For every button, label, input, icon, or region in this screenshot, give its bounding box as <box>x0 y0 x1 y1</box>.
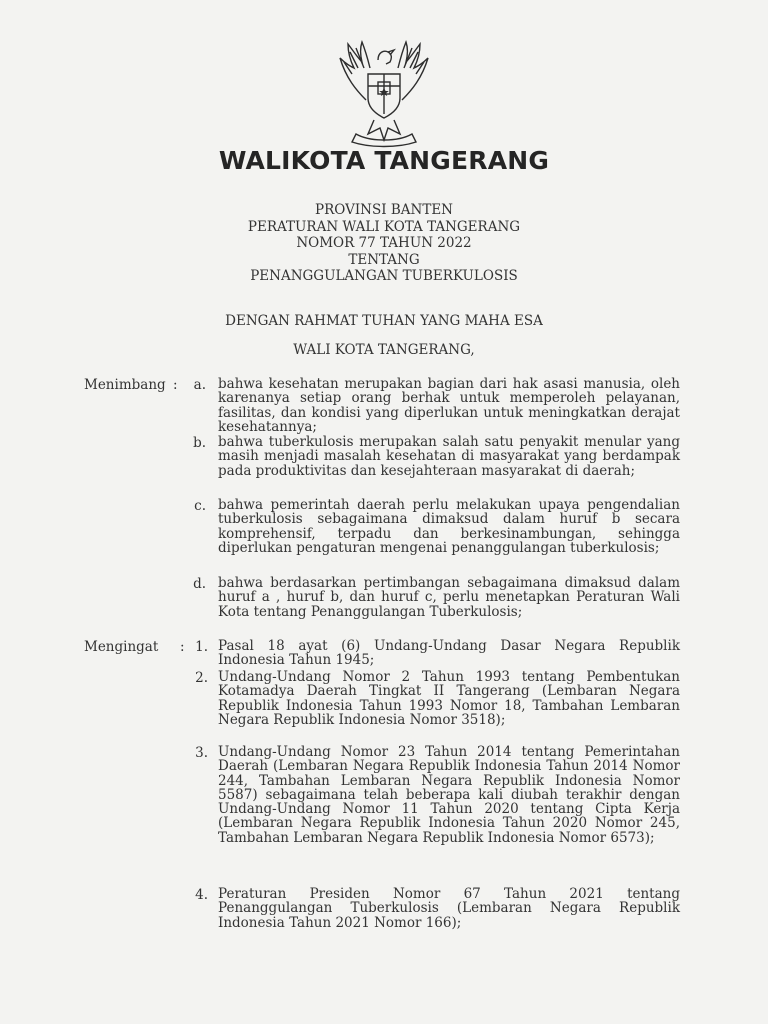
menimbang-marker-a: a. <box>193 377 206 393</box>
mengingat-marker-3: 3. <box>195 745 208 761</box>
mengingat-item-2: Undang-Undang Nomor 2 Tahun 1993 tentang Pembentukan Kotamadya Daerah Tingkat II Tangerang (Lembaran Negara Republik Indonesia Tahun 1993 Nomor 18, Tambahan Lembaran Negara Republik Indonesia Nomor 3518); <box>218 669 680 728</box>
menimbang-marker-d: d. <box>193 576 206 592</box>
mengingat-marker-4: 4. <box>195 887 208 903</box>
menimbang-item-a: bahwa kesehatan merupakan bagian dari hak asasi manusia, oleh karenanya setiap orang berhak untuk memperoleh pelayanan, fasilitas, dan kondisi yang diperlukan untuk meningkatkan derajat kesehatannya; <box>218 376 680 435</box>
menimbang-item-c: bahwa pemerintah daerah perlu melakukan upaya pengendalian tuberkulosis sebagaimana dimaksud dalam huruf b secara komprehensif, terpadu dan berkesinambungan, sehingga diperlukan pengaturan mengenai penanggulangan tuberkulosis; <box>218 497 680 556</box>
garuda-emblem-icon <box>326 38 442 150</box>
mengingat-item-3: Undang-Undang Nomor 23 Tahun 2014 tentang Pemerintahan Daerah (Lembaran Negara Republik Indonesia Tahun 2014 Nomor 244, Tambahan Lembaran Negara Republik Indonesia Nomor 5587) sebagaimana telah beberapa kali diubah terakhir dengan Undang-Undang Nomor 11 Tahun 2020 tentang Cipta Kerja (Lembaran Negara Republik Indonesia Tahun 2020 Nomor 245, Tambahan Lembaran Negara Republik Indonesia Nomor 6573); <box>218 744 680 846</box>
menimbang-marker-b: b. <box>193 435 206 451</box>
mengingat-marker-2: 2. <box>195 670 208 686</box>
subject-line: PENANGGULANGAN TUBERKULOSIS <box>250 268 518 284</box>
mengingat-item-4: Peraturan Presiden Nomor 67 Tahun 2021 tentang Penanggulangan Tuberkulosis (Lembaran Negara Republik Indonesia Tahun 2021 Nomor 166); <box>218 886 680 931</box>
blessing-line: DENGAN RAHMAT TUHAN YANG MAHA ESA <box>225 313 543 329</box>
menimbang-item-b: bahwa tuberkulosis merupakan salah satu penyakit menular yang masih menjadi masalah kesehatan di masyarakat yang berdampak pada produktivitas dan kesejahteraan masyarakat di daerah; <box>218 434 680 479</box>
mengingat-marker-1: 1. <box>195 639 208 655</box>
authority-line: WALI KOTA TANGERANG, <box>293 342 475 358</box>
mengingat-label: Mengingat <box>84 639 159 655</box>
mengingat-colon: : <box>180 639 185 655</box>
menimbang-colon: : <box>173 377 178 393</box>
regulation-heading <box>0 202 768 285</box>
regulation-line: PERATURAN WALI KOTA TANGERANG <box>247 218 521 235</box>
province-line: PROVINSI BANTEN <box>315 202 453 218</box>
about-line: TENTANG <box>348 251 420 268</box>
menimbang-item-d: bahwa berdasarkan pertimbangan sebagaimana dimaksud dalam huruf a , huruf b, dan huruf c, perlu menetapkan Peraturan Wali Kota tentang Penanggulangan Tuberkulosis; <box>218 575 680 620</box>
number-line: NOMOR 77 TAHUN 2022 <box>296 235 472 251</box>
menimbang-marker-c: c. <box>194 498 206 514</box>
mengingat-item-1: Pasal 18 ayat (6) Undang-Undang Dasar Negara Republik Indonesia Tahun 1945; <box>218 638 680 669</box>
org-title: WALIKOTA TANGERANG <box>218 146 550 175</box>
menimbang-label: Menimbang <box>84 377 166 393</box>
